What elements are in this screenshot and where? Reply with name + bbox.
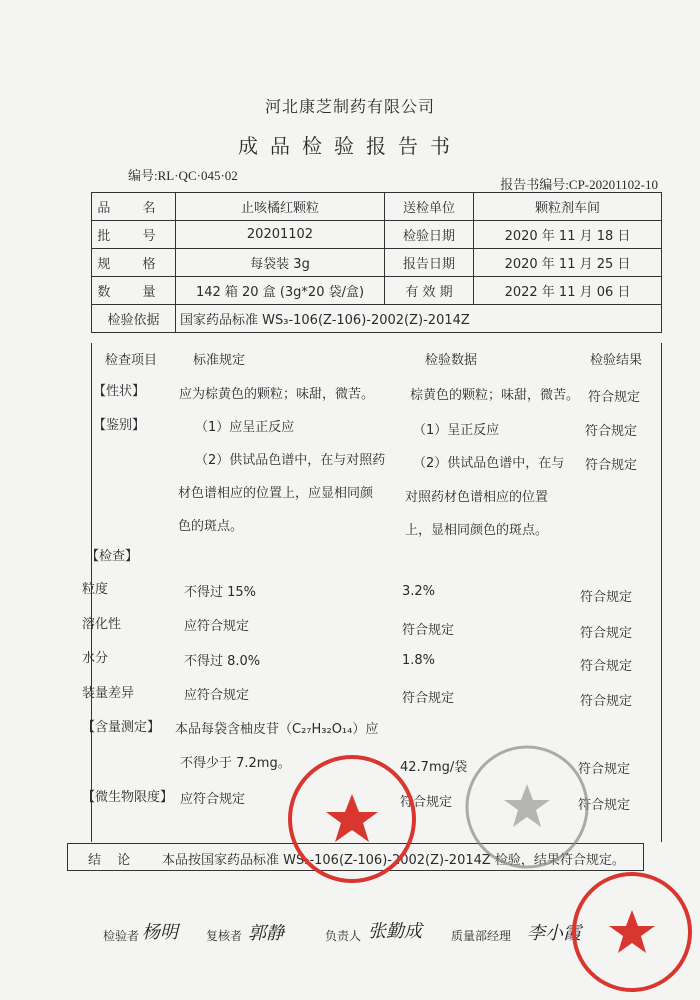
report-date-label: 报告日期 (385, 249, 474, 277)
red-quality-seal (570, 870, 695, 995)
solubility-label: 溶化性 (82, 617, 122, 632)
loading-variance-label: 装量差异 (82, 686, 135, 701)
microbial-result: 符合规定 (578, 798, 631, 813)
product-label: 品 名 (92, 193, 176, 221)
document-code: 编号:RL·QC·045·02 (128, 168, 238, 183)
inspector-label: 检验者 (103, 929, 140, 943)
assay-standard-line1: 本品每袋含柚皮苷（C₂₇H₃₂O₁₄）应 (175, 722, 379, 737)
info-row-basis (92, 305, 662, 333)
assay-data: 42.7mg/袋 (400, 760, 468, 775)
loading-variance-data: 符合规定 (402, 691, 455, 706)
loading-variance-result: 符合规定 (580, 694, 633, 709)
moisture-standard: 不得过 8.0% (184, 654, 261, 669)
assay-label: 【含量测定】 (82, 720, 161, 735)
identification-2-data-line2: 对照药材色谱相应的位置 (405, 490, 549, 505)
assay-standard-line2: 不得少于 7.2mg。 (180, 756, 291, 771)
microbial-label: 【微生物限度】 (82, 790, 174, 805)
header-item: 检查项目 (105, 353, 158, 368)
conclusion-text: 本品按国家药品标准 WS₃-106(Z-106)-2002(Z)-2014Z 检验，结果符合规定。 (162, 853, 625, 868)
gray-company-seal (462, 742, 592, 872)
dept-value: 颗粒剂车间 (474, 193, 662, 221)
qa-manager-label: 质量部经理 (451, 929, 512, 943)
character-result: 符合规定 (588, 390, 641, 405)
conclusion-label: 结 论 (88, 853, 137, 868)
batch-label: 批 号 (92, 221, 176, 249)
character-label: 【性状】 (93, 384, 146, 399)
reviewer-signature: 郭静 (248, 923, 284, 944)
granularity-data: 3.2% (402, 584, 436, 599)
info-row-batch (92, 221, 662, 249)
identification-2-data-line3: 上，显相同颜色的斑点。 (405, 523, 549, 538)
granularity-result: 符合规定 (580, 590, 633, 605)
batch-value: 20201102 (176, 221, 385, 249)
character-data: 棕黄色的颗粒；味甜，微苦。 (410, 388, 580, 403)
inspector-signature: 杨明 (142, 922, 178, 943)
identification-label: 【鉴别】 (93, 418, 146, 433)
header-result: 检验结果 (590, 353, 643, 368)
info-table (91, 192, 662, 333)
reviewer-label: 复核者 (206, 929, 243, 943)
solubility-result: 符合规定 (580, 626, 633, 641)
report-date-value: 2020 年 11 月 25 日 (474, 249, 662, 277)
head-label: 负责人 (325, 929, 362, 943)
check-label: 【检查】 (86, 549, 139, 564)
dept-label: 送检单位 (385, 193, 474, 221)
identification-1-result: 符合规定 (585, 424, 638, 439)
quantity-value: 142 箱 20 盒 (3g*20 袋/盒) (176, 277, 385, 305)
product-value: 止咳橘红颗粒 (176, 193, 385, 221)
valid-label: 有 效 期 (385, 277, 474, 305)
head-signature: 张勤成 (368, 921, 422, 942)
identification-2-result: 符合规定 (585, 458, 638, 473)
identification-2-standard-line2: 材色谱相应的位置上，应显相同颜 (178, 486, 374, 501)
basis-value: 国家药品标准 WS₃-106(Z-106)-2002(Z)-2014Z (176, 305, 662, 333)
granularity-label: 粒度 (82, 582, 109, 597)
identification-1-data: （1）呈正反应 (413, 423, 500, 438)
quantity-label: 数 量 (92, 277, 176, 305)
info-row-spec (92, 249, 662, 277)
info-row-quantity (92, 277, 662, 305)
solubility-data: 符合规定 (402, 623, 455, 638)
microbial-standard: 应符合规定 (180, 792, 246, 807)
identification-1-standard: （1）应呈正反应 (195, 420, 295, 435)
identification-2-standard-line3: 色的斑点。 (178, 519, 244, 534)
spec-value: 每袋装 3g (176, 249, 385, 277)
report-title: 成品检验报告书 (238, 134, 462, 158)
solubility-standard: 应符合规定 (184, 619, 250, 634)
identification-2-data-line1: （2）供试品色谱中，在与 (413, 456, 565, 471)
identification-2-standard-line1: （2）供试品色谱中，在与对照药 (195, 453, 386, 468)
basis-label: 检验依据 (92, 305, 176, 333)
report-number: 报告书编号:CP-20201102-10 (500, 177, 658, 192)
microbial-data: 符合规定 (400, 795, 453, 810)
spec-label: 规 格 (92, 249, 176, 277)
header-standard: 标准规定 (193, 353, 246, 368)
valid-value: 2022 年 11 月 06 日 (474, 277, 662, 305)
granularity-standard: 不得过 15% (184, 585, 257, 600)
info-row-product (92, 193, 662, 221)
inspect-date-value: 2020 年 11 月 18 日 (474, 221, 662, 249)
moisture-result: 符合规定 (580, 659, 633, 674)
loading-variance-standard: 应符合规定 (184, 688, 250, 703)
assay-result: 符合规定 (578, 762, 631, 777)
qa-manager-signature: 李小霞 (527, 923, 581, 944)
header-data: 检验数据 (425, 353, 478, 368)
company-name: 河北康芝制药有限公司 (264, 97, 435, 116)
character-standard: 应为棕黄色的颗粒；味甜，微苦。 (179, 387, 375, 402)
red-company-seal (285, 752, 420, 887)
moisture-label: 水分 (82, 651, 109, 666)
moisture-data: 1.8% (402, 653, 436, 668)
inspect-date-label: 检验日期 (385, 221, 474, 249)
